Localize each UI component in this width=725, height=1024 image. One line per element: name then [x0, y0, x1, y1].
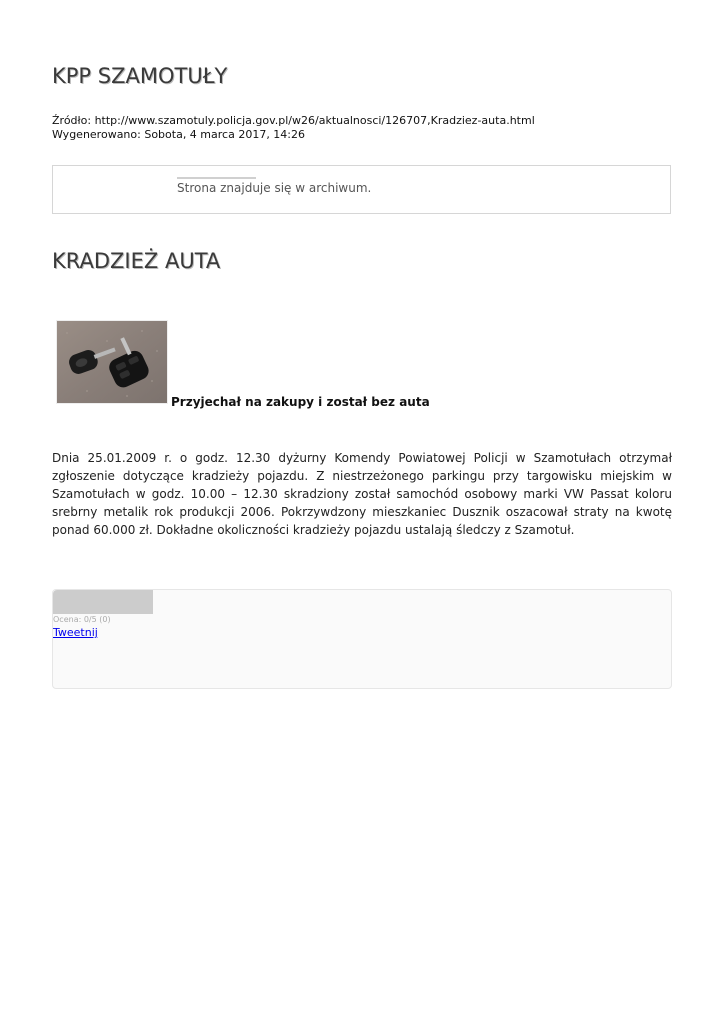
rating-stars-bar[interactable]: [53, 590, 153, 614]
archive-divider: [177, 177, 256, 179]
article-title: KRADZIEŻ AUTA: [52, 249, 221, 273]
generated-date-line: Wygenerowano: Sobota, 4 marca 2017, 14:26: [52, 128, 306, 141]
source-url-line: Źródło: http://www.szamotuly.policja.gov.pl/w26/aktualnosci/126707,Kradziez-auta.html: [52, 114, 535, 127]
rating-panel: [52, 589, 672, 689]
article-body: Dnia 25.01.2009 r. o godz. 12.30 dyżurny Komendy Powiatowej Policji w Szamotułach otrzymał zgłoszenie dotyczące kradzieży pojazdu. Z niestrzeżonego parkingu przy targowisku miejskim w Szamotułach w godz. 10.00 – 12.30 skradziony został samochód osobowy marki VW Passat koloru srebrny metalik rok produkcji 2006. Pokrzywdzony mieszkaniec Dusznik oszacował straty na kwotę ponad 60.000 zł. Dokładne okoliczności kradzieży pojazdu ustalają śledczy z Szamotuł.: [52, 451, 672, 537]
rating-label: Ocena: 0/5 (0): [53, 615, 111, 624]
source-info: [52, 114, 535, 142]
site-title: KPP SZAMOTUŁY: [52, 64, 228, 88]
article-lead: Przyjechał na zakupy i został bez auta: [171, 395, 430, 409]
archive-notice-box: [52, 165, 671, 214]
article-photo: [56, 320, 168, 404]
tweet-link[interactable]: Tweetnij: [53, 626, 98, 639]
archive-notice-text: Strona znajduje się w archiwum.: [177, 181, 372, 195]
